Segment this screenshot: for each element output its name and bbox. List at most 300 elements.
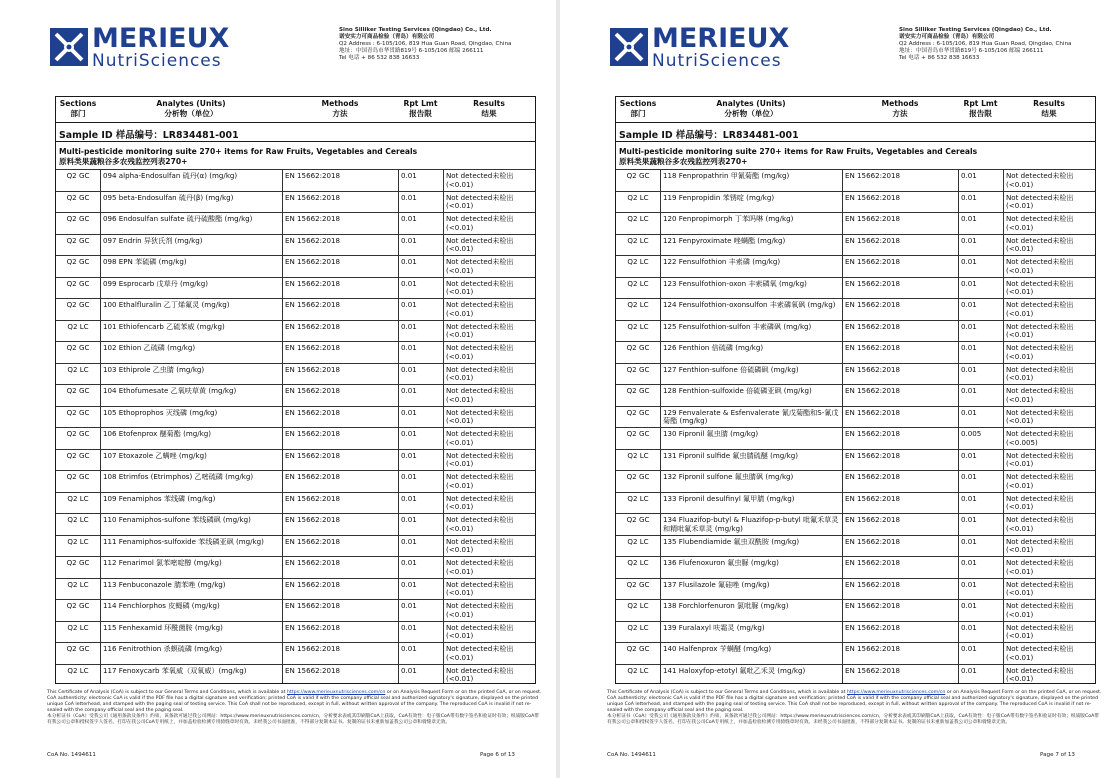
company-name: Sino Silliker Testing Services (Qingdao) Co., Ltd. xyxy=(339,27,492,33)
company-address: Q2 Address : 6-105/106, 819 Hua Guan Road, Qingdao, China xyxy=(899,41,1072,47)
cell-rpt-lmt: 0.01 xyxy=(398,557,443,579)
cell-analyte: 127 Fenthion-sulfone 倍硫磷砜 (mg/kg) xyxy=(660,364,842,386)
cell-result: Not detected未检出(<0.01) xyxy=(443,170,535,192)
cell-method: EN 15662:2018 xyxy=(842,450,958,472)
suite-title xyxy=(619,147,977,166)
cell-analyte: 141 Haloxyfop-etotyl 氟吡乙禾灵 (mg/kg) xyxy=(660,665,842,685)
cell-rpt-lmt: 0.01 xyxy=(958,321,1003,343)
table-row xyxy=(616,384,1095,407)
cell-rpt-lmt: 0.01 xyxy=(398,622,443,644)
suite-title-en: Multi-pesticide monitoring suite 270+ items for Raw Fruits, Vegetables and Cereals xyxy=(619,147,978,156)
cell-analyte: 119 Fenpropidin 苯锈啶 (mg/kg) xyxy=(660,192,842,214)
cell-rpt-lmt: 0.01 xyxy=(958,235,1003,257)
table-row xyxy=(616,513,1095,536)
footer-text-2: or on Analysis Request Form or on the printed CoA, or on request. CoA authenticity: electronic CoA is valid if the PDF file has a digital signature and verification; printed CoA is valid if with the company official seal and authorized signatory's signature, displayed on the printed unique CoA letterhead, and stamped with the paging seal of testing service. This CoA shall not be reproduced, except in full, without written approval of the company. The reproduced CoA is invalid if not re-sealed with the company official seal and the paging seal. xyxy=(47,690,542,713)
cell-method: EN 15662:2018 xyxy=(282,235,398,257)
cell-result: Not detected未检出(<0.01) xyxy=(1003,213,1095,235)
footer-text-cn: 本分析证书（CoA）受我公司《通用条款及条件》约束，该条款可通过我公司网站：https://www.merieuxnutrisciences.com/cn，分析要求表或其印刷版CoA上获取。CoA有效性：电子版CoA带有数字签名和验证时有效；纸质版CoA带有我公司公章和授权签字人签名，打印在我公司CoA专用纸上，并加盖检验检测专用骑缝章时有效。未经我公司书面批准，不得部分复制本证书。复制的证书未重新加盖我公司公章和骑缝章无效。 xyxy=(607,713,1100,725)
header-methods-label-cn: 方法 xyxy=(892,109,908,118)
cell-result: Not detected未检出(<0.01) xyxy=(1003,536,1095,558)
header-results-label: Results xyxy=(1033,99,1065,108)
merieux-logo xyxy=(610,24,790,76)
cell-rpt-lmt: 0.01 xyxy=(958,493,1003,515)
cell-section: Q2 GC xyxy=(626,515,650,524)
cell-analyte: 121 Fenpyroximate 唑螨酯 (mg/kg) xyxy=(660,235,842,257)
cell-method: EN 15662:2018 xyxy=(282,407,398,429)
cell-section: Q2 LC xyxy=(627,558,649,567)
cell-rpt-lmt: 0.01 xyxy=(958,364,1003,386)
cell-section: Q2 LC xyxy=(67,321,89,331)
cell-analyte: 118 Fenpropathrin 甲氰菊酯 (mg/kg) xyxy=(660,170,842,192)
cell-result: Not detected未检出(<0.01) xyxy=(1003,235,1095,257)
cell-result: Not detected未检出(<0.01) xyxy=(443,213,535,235)
header-analytes-label: Analytes (Units) xyxy=(716,99,786,108)
cell-analyte: 113 Fenbuconazole 腈苯唑 (mg/kg) xyxy=(100,579,282,601)
merieux-logo xyxy=(50,24,230,76)
table-row xyxy=(616,341,1095,364)
cell-rpt-lmt: 0.01 xyxy=(958,600,1003,622)
cell-analyte: 140 Halfenprox 苄螨醚 (mg/kg) xyxy=(660,643,842,665)
company-tel: Tel 电话 + 86 532 838 16633 xyxy=(899,55,980,61)
cell-result: Not detected未检出(<0.01) xyxy=(443,536,535,558)
cell-section: Q2 LC xyxy=(627,601,649,610)
cell-method: EN 15662:2018 xyxy=(842,213,958,235)
cell-result: Not detected未检出(<0.01) xyxy=(443,493,535,515)
table-row xyxy=(616,599,1095,622)
cell-result: Not detected未检出(<0.01) xyxy=(1003,385,1095,407)
cell-section: Q2 GC xyxy=(626,364,650,374)
table-row xyxy=(56,298,535,321)
cell-section: Q2 GC xyxy=(66,644,90,653)
cell-section: Q2 LC xyxy=(627,300,649,309)
cell-analyte: 100 Ethalfluralin 乙丁烯氟灵 (mg/kg) xyxy=(100,299,282,321)
cell-analyte: 123 Fensulfothion-oxon 丰索磷氧 (mg/kg) xyxy=(660,278,842,300)
table-row xyxy=(616,363,1095,386)
header-methods-label: Methods xyxy=(321,99,359,108)
cell-analyte: 111 Fenamiphos-sulfoxide 苯线磷亚砜 (mg/kg) xyxy=(100,536,282,558)
cell-method: EN 15662:2018 xyxy=(842,407,958,429)
terms-link[interactable]: https://www.merieuxnutrisciences.com/cn xyxy=(846,690,946,695)
cell-rpt-lmt: 0.01 xyxy=(398,579,443,601)
cell-result: Not detected未检出(<0.01) xyxy=(1003,450,1095,472)
cell-result: Not detected未检出(<0.01) xyxy=(443,600,535,622)
cell-analyte: 109 Fenamiphos 苯线磷 (mg/kg) xyxy=(100,493,282,515)
cell-section: Q2 LC xyxy=(627,665,649,675)
divider xyxy=(56,141,535,142)
header-rpt-label: Rpt Lmt xyxy=(963,99,998,108)
cell-method: EN 15662:2018 xyxy=(842,579,958,601)
cell-rpt-lmt: 0.01 xyxy=(398,364,443,386)
cell-analyte: 122 Fensulfothion 丰索磷 (mg/kg) xyxy=(660,256,842,278)
cell-result: Not detected未检出(<0.01) xyxy=(1003,514,1095,536)
cell-section: Q2 GC xyxy=(66,429,90,438)
cell-section: Q2 GC xyxy=(66,558,90,567)
cell-analyte: 101 Ethiofencarb 乙硫苯威 (mg/kg) xyxy=(100,321,282,343)
cell-rpt-lmt: 0.01 xyxy=(398,665,443,685)
cell-section: Q2 GC xyxy=(66,300,90,309)
cell-result: Not detected未检出(<0.01) xyxy=(1003,364,1095,386)
cell-method: EN 15662:2018 xyxy=(842,342,958,364)
table-row xyxy=(56,599,535,622)
cell-rpt-lmt: 0.01 xyxy=(398,170,443,192)
cell-method: EN 15662:2018 xyxy=(842,256,958,278)
table-header xyxy=(56,97,535,123)
cell-rpt-lmt: 0.01 xyxy=(958,170,1003,192)
cell-rpt-lmt: 0.01 xyxy=(398,213,443,235)
cell-rpt-lmt: 0.01 xyxy=(958,579,1003,601)
cell-rpt-lmt: 0.01 xyxy=(398,235,443,257)
table-row xyxy=(616,621,1095,644)
company-name-cn: 诺安实力可商品检验（青岛）有限公司 xyxy=(339,34,435,40)
cell-section: Q2 GC xyxy=(66,235,90,245)
table-row xyxy=(616,212,1095,235)
table-row xyxy=(56,513,535,536)
cell-analyte: 137 Flusilazole 氟硅唑 (mg/kg) xyxy=(660,579,842,601)
suite-title-cn: 原料类果蔬粮谷多农残监控列表270+ xyxy=(59,156,188,166)
cell-rpt-lmt: 0.01 xyxy=(958,450,1003,472)
coa-number: CoA No. 1494611 xyxy=(607,752,656,758)
cell-analyte: 131 Fipronil sulfide 氟虫腈硫醚 (mg/kg) xyxy=(660,450,842,472)
cell-section: Q2 GC xyxy=(66,386,90,395)
cell-section: Q2 GC xyxy=(626,386,650,395)
cell-rpt-lmt: 0.01 xyxy=(958,213,1003,235)
cell-analyte: 107 Etoxazole 乙螨唑 (mg/kg) xyxy=(100,450,282,472)
sample-id: Sample ID 样品编号：LR834481-001 xyxy=(59,130,239,141)
cell-section: Q2 GC xyxy=(66,214,90,223)
cell-section: Q2 LC xyxy=(67,515,89,524)
logo-text-bottom: NutriSciences xyxy=(652,51,782,71)
cell-method: EN 15662:2018 xyxy=(282,643,398,665)
header-rpt xyxy=(958,99,1003,119)
cell-analyte: 112 Fenarimol 氯苯嘧啶醇 (mg/kg) xyxy=(100,557,282,579)
merieux-logo-icon xyxy=(50,28,88,66)
cell-result: Not detected未检出(<0.01) xyxy=(443,665,535,685)
cell-analyte: 108 Etrimfos (Etrimphos) 乙嘧硫磷 (mg/kg) xyxy=(100,471,282,493)
cell-result: Not detected未检出(<0.01) xyxy=(1003,321,1095,343)
cell-section: Q2 GC xyxy=(626,644,650,653)
cell-result: Not detected未检出(<0.01) xyxy=(443,579,535,601)
table-row xyxy=(56,191,535,214)
table-header xyxy=(616,97,1095,123)
cell-rpt-lmt: 0.01 xyxy=(398,643,443,665)
cell-section: Q2 GC xyxy=(66,343,90,352)
cell-section: Q2 LC xyxy=(627,214,649,223)
cell-result: Not detected未检出(<0.01) xyxy=(1003,493,1095,515)
cell-result: Not detected未检出(<0.01) xyxy=(1003,579,1095,601)
table-row xyxy=(56,556,535,579)
cell-section: Q2 GC xyxy=(66,278,90,288)
table-row xyxy=(56,320,535,343)
cell-result: Not detected未检出(<0.01) xyxy=(443,256,535,278)
table-row xyxy=(616,406,1095,429)
sample-id: Sample ID 样品编号：LR834481-001 xyxy=(619,130,799,141)
table-row xyxy=(56,535,535,558)
cell-rpt-lmt: 0.01 xyxy=(398,321,443,343)
cell-method: EN 15662:2018 xyxy=(282,256,398,278)
cell-result: Not detected未检出(<0.01) xyxy=(1003,622,1095,644)
cell-analyte: 105 Ethoprophos 灭线磷 (mg/kg) xyxy=(100,407,282,429)
cell-rpt-lmt: 0.01 xyxy=(398,385,443,407)
cell-method: EN 15662:2018 xyxy=(282,471,398,493)
cell-method: EN 15662:2018 xyxy=(282,428,398,450)
cell-section: Q2 LC xyxy=(67,579,89,589)
company-info xyxy=(899,27,1109,62)
table-row xyxy=(56,255,535,278)
cell-result: Not detected未检出(<0.01) xyxy=(443,428,535,450)
cell-analyte: 095 beta-Endosulfan 硫丹(β) (mg/kg) xyxy=(100,192,282,214)
header-sections-label-cn: 部门 xyxy=(630,109,646,118)
cell-analyte: 135 Flubendiamide 氟虫双酰胺 (mg/kg) xyxy=(660,536,842,558)
cell-section: Q2 GC xyxy=(66,192,90,202)
cell-method: EN 15662:2018 xyxy=(282,557,398,579)
cell-method: EN 15662:2018 xyxy=(842,278,958,300)
header-methods-label: Methods xyxy=(881,99,919,108)
header-rpt-label: Rpt Lmt xyxy=(403,99,438,108)
cell-method: EN 15662:2018 xyxy=(282,385,398,407)
cell-analyte: 106 Etofenprox 醚菊酯 (mg/kg) xyxy=(100,428,282,450)
cell-analyte: 132 Fipronil sulfone 氟虫腈砜 (mg/kg) xyxy=(660,471,842,493)
cell-rpt-lmt: 0.01 xyxy=(958,385,1003,407)
cell-rpt-lmt: 0.01 xyxy=(958,536,1003,558)
header-rpt-label-cn: 报告限 xyxy=(969,109,992,118)
cell-result: Not detected未检出(<0.01) xyxy=(443,385,535,407)
suite-title-en: Multi-pesticide monitoring suite 270+ items for Raw Fruits, Vegetables and Cereals xyxy=(59,147,418,156)
cell-result: Not detected未检出(<0.01) xyxy=(1003,278,1095,300)
cell-result: Not detected未检出(<0.01) xyxy=(443,364,535,386)
cell-analyte: 129 Fenvalerate & Esfenvalerate 氰戊菊酯和S-氰戊菊酯 (mg/kg) xyxy=(660,407,842,429)
cell-analyte: 114 Fenchlorphos 皮蝇磷 (mg/kg) xyxy=(100,600,282,622)
company-address-cn: 地址：中国青岛市华贯路819号 6-105/106 邮编 266111 xyxy=(899,48,1044,54)
cell-section: Q2 LC xyxy=(627,450,649,460)
cell-method: EN 15662:2018 xyxy=(282,536,398,558)
report-page xyxy=(0,0,556,778)
cell-section: Q2 LC xyxy=(627,235,649,245)
table-row xyxy=(56,363,535,386)
cell-section: Q2 LC xyxy=(67,364,89,374)
cell-method: EN 15662:2018 xyxy=(842,471,958,493)
cell-analyte: 128 Fenthion-sulfoxide 倍硫磷亚砜 (mg/kg) xyxy=(660,385,842,407)
cell-method: EN 15662:2018 xyxy=(842,622,958,644)
cell-section: Q2 GC xyxy=(626,472,650,481)
suite-title-cn: 原料类果蔬粮谷多农残监控列表270+ xyxy=(619,156,748,166)
cell-section: Q2 LC xyxy=(627,536,649,546)
table-row xyxy=(616,191,1095,214)
cell-result: Not detected未检出(<0.01) xyxy=(443,471,535,493)
company-name-cn: 诺安实力可商品检验（青岛）有限公司 xyxy=(899,34,995,40)
cell-analyte: 136 Flufenoxuron 氟虫脲 (mg/kg) xyxy=(660,557,842,579)
table-body xyxy=(56,169,535,684)
header-sections-label: Sections xyxy=(59,99,97,108)
table-row xyxy=(56,621,535,644)
cell-analyte: 094 alpha-Endosulfan 硫丹(α) (mg/kg) xyxy=(100,170,282,192)
cell-section: Q2 LC xyxy=(627,192,649,202)
cell-rpt-lmt: 0.01 xyxy=(958,407,1003,429)
cell-method: EN 15662:2018 xyxy=(842,385,958,407)
cell-section: Q2 GC xyxy=(626,407,650,417)
company-name: Sino Silliker Testing Services (Qingdao) Co., Ltd. xyxy=(899,27,1052,33)
cell-analyte: 126 Fenthion 倍硫磷 (mg/kg) xyxy=(660,342,842,364)
footer-terms xyxy=(607,690,1103,725)
header-results-label-cn: 结果 xyxy=(1041,109,1057,118)
report-page xyxy=(560,0,1116,778)
footer-text-1: This Certificate of Analysis (CoA) is subject to our General Terms and Conditions, which is available at xyxy=(47,690,287,695)
cell-section: Q2 GC xyxy=(66,472,90,481)
cell-method: EN 15662:2018 xyxy=(842,514,958,536)
cell-section: Q2 LC xyxy=(627,257,649,266)
results-table xyxy=(55,96,536,684)
table-row xyxy=(616,169,1095,192)
table-row xyxy=(616,578,1095,601)
cell-method: EN 15662:2018 xyxy=(842,235,958,257)
table-row xyxy=(56,470,535,493)
table-row xyxy=(616,234,1095,257)
cell-result: Not detected未检出(<0.01) xyxy=(1003,665,1095,685)
table-row xyxy=(56,578,535,601)
cell-rpt-lmt: 0.01 xyxy=(958,514,1003,536)
cell-result: Not detected未检出(<0.01) xyxy=(443,342,535,364)
company-address: Q2 Address : 6-105/106, 819 Hua Guan Road, Qingdao, China xyxy=(339,41,512,47)
cell-result: Not detected未检出(<0.01) xyxy=(1003,342,1095,364)
cell-method: EN 15662:2018 xyxy=(842,299,958,321)
cell-method: EN 15662:2018 xyxy=(842,192,958,214)
cell-rpt-lmt: 0.005 xyxy=(958,428,1003,450)
cell-rpt-lmt: 0.01 xyxy=(398,600,443,622)
table-row xyxy=(616,642,1095,665)
table-row xyxy=(56,427,535,450)
header-rpt-label-cn: 报告限 xyxy=(409,109,432,118)
header-methods-label-cn: 方法 xyxy=(332,109,348,118)
cell-rpt-lmt: 0.01 xyxy=(398,471,443,493)
header-rpt xyxy=(398,99,443,119)
header-methods xyxy=(282,99,398,119)
cell-result: Not detected未检出(<0.01) xyxy=(443,321,535,343)
cell-method: EN 15662:2018 xyxy=(282,665,398,685)
footer-text-2: or on Analysis Request Form or on the printed CoA, or on request. CoA authenticity: electronic CoA is valid if the PDF file has a digital signature and verification; printed CoA is valid if with the company official seal and authorized signatory's signature, displayed on the printed unique CoA letterhead, and stamped with the paging seal of testing service. This CoA shall not be reproduced, except in full, without written approval of the company. The reproduced CoA is invalid if not re-sealed with the company official seal and the paging seal. xyxy=(607,690,1102,713)
cell-analyte: 099 Esprocarb 戊草丹 (mg/kg) xyxy=(100,278,282,300)
cell-section: Q2 LC xyxy=(67,622,89,632)
cell-method: EN 15662:2018 xyxy=(282,213,398,235)
table-row xyxy=(56,449,535,472)
table-row xyxy=(616,298,1095,321)
cell-analyte: 115 Fenhexamid 环酰菌胺 (mg/kg) xyxy=(100,622,282,644)
cell-rpt-lmt: 0.01 xyxy=(958,643,1003,665)
cell-method: EN 15662:2018 xyxy=(282,493,398,515)
terms-link[interactable]: https://www.merieuxnutrisciences.com/cn xyxy=(286,690,386,695)
table-row xyxy=(616,664,1095,685)
cell-method: EN 15662:2018 xyxy=(842,493,958,515)
header-results xyxy=(1003,99,1095,119)
coa-number: CoA No. 1494611 xyxy=(47,752,96,758)
cell-section: Q2 LC xyxy=(627,278,649,288)
cell-method: EN 15662:2018 xyxy=(282,579,398,601)
cell-section: Q2 LC xyxy=(67,493,89,503)
table-row xyxy=(616,320,1095,343)
footer-text-1: This Certificate of Analysis (CoA) is subject to our General Terms and Conditions, which is available at xyxy=(607,690,847,695)
header-results xyxy=(443,99,535,119)
cell-rpt-lmt: 0.01 xyxy=(958,342,1003,364)
company-tel: Tel 电话 + 86 532 838 16633 xyxy=(339,55,420,61)
header-sections-label-cn: 部门 xyxy=(70,109,86,118)
cell-section: Q2 GC xyxy=(626,343,650,352)
header-analytes-label-cn: 分析物（单位） xyxy=(164,109,218,118)
table-row xyxy=(56,169,535,192)
cell-method: EN 15662:2018 xyxy=(842,321,958,343)
cell-rpt-lmt: 0.01 xyxy=(958,256,1003,278)
cell-analyte: 110 Fenamiphos-sulfone 苯线磷砜 (mg/kg) xyxy=(100,514,282,536)
header-sections xyxy=(616,99,660,119)
table-row xyxy=(616,277,1095,300)
cell-section: Q2 LC xyxy=(67,536,89,546)
cell-rpt-lmt: 0.01 xyxy=(398,407,443,429)
cell-section: Q2 GC xyxy=(626,579,650,589)
cell-section: Q2 GC xyxy=(66,171,90,180)
cell-method: EN 15662:2018 xyxy=(842,600,958,622)
cell-analyte: 117 Fenoxycarb 苯氧威（双氧威）(mg/kg) xyxy=(100,665,282,685)
cell-result: Not detected未检出(<0.01) xyxy=(1003,471,1095,493)
cell-section: Q2 LC xyxy=(627,622,649,632)
results-table xyxy=(615,96,1096,684)
logo-text-top: MERIEUX xyxy=(652,23,790,54)
cell-analyte: 120 Fenpropimorph 丁苯吗啉 (mg/kg) xyxy=(660,213,842,235)
header-results-label-cn: 结果 xyxy=(481,109,497,118)
cell-rpt-lmt: 0.01 xyxy=(398,278,443,300)
divider xyxy=(616,141,1095,142)
cell-rpt-lmt: 0.01 xyxy=(958,665,1003,685)
cell-result: Not detected未检出(<0.01) xyxy=(443,450,535,472)
cell-result: Not detected未检出(<0.01) xyxy=(443,407,535,429)
cell-rpt-lmt: 0.01 xyxy=(398,493,443,515)
cell-analyte: 098 EPN 苯硫磷 (mg/kg) xyxy=(100,256,282,278)
cell-rpt-lmt: 0.01 xyxy=(958,192,1003,214)
cell-section: Q2 GC xyxy=(626,171,650,180)
cell-result: Not detected未检出(<0.01) xyxy=(443,235,535,257)
cell-method: EN 15662:2018 xyxy=(842,643,958,665)
cell-result: Not detected未检出(<0.01) xyxy=(1003,170,1095,192)
cell-analyte: 096 Endosulfan sulfate 硫丹硫酸酯 (mg/kg) xyxy=(100,213,282,235)
company-address-cn: 地址：中国青岛市华贯路819号 6-105/106 邮编 266111 xyxy=(339,48,484,54)
company-info xyxy=(339,27,549,62)
cell-analyte: 133 Fipronil desulfinyl 氟甲腈 (mg/kg) xyxy=(660,493,842,515)
cell-analyte: 103 Ethiprole 乙虫腈 (mg/kg) xyxy=(100,364,282,386)
table-row xyxy=(616,556,1095,579)
cell-result: Not detected未检出(<0.01) xyxy=(1003,192,1095,214)
table-row xyxy=(616,535,1095,558)
table-row xyxy=(616,492,1095,515)
table-row xyxy=(56,234,535,257)
cell-analyte: 124 Fensulfothion-oxonsulfon 丰索磷氧砜 (mg/kg) xyxy=(660,299,842,321)
logo-text-top: MERIEUX xyxy=(92,23,230,54)
cell-rpt-lmt: 0.01 xyxy=(398,428,443,450)
table-row xyxy=(616,255,1095,278)
cell-method: EN 15662:2018 xyxy=(842,364,958,386)
cell-section: Q2 GC xyxy=(66,601,90,610)
cell-method: EN 15662:2018 xyxy=(282,170,398,192)
cell-result: Not detected未检出(<0.01) xyxy=(443,514,535,536)
table-body xyxy=(616,169,1095,684)
cell-analyte: 130 Fipronil 氟虫腈 (mg/kg) xyxy=(660,428,842,450)
cell-method: EN 15662:2018 xyxy=(282,514,398,536)
cell-analyte: 138 Forchlorfenuron 氯吡脲 (mg/kg) xyxy=(660,600,842,622)
cell-method: EN 15662:2018 xyxy=(282,192,398,214)
table-row xyxy=(616,427,1095,450)
cell-rpt-lmt: 0.01 xyxy=(398,514,443,536)
cell-result: Not detected未检出(<0.01) xyxy=(443,192,535,214)
cell-result: Not detected未检出(<0.01) xyxy=(443,622,535,644)
table-row xyxy=(56,492,535,515)
cell-analyte: 104 Ethofumesate 乙氧呋草黄 (mg/kg) xyxy=(100,385,282,407)
merieux-logo-icon xyxy=(610,28,648,66)
cell-result: Not detected未检出(<0.01) xyxy=(443,557,535,579)
